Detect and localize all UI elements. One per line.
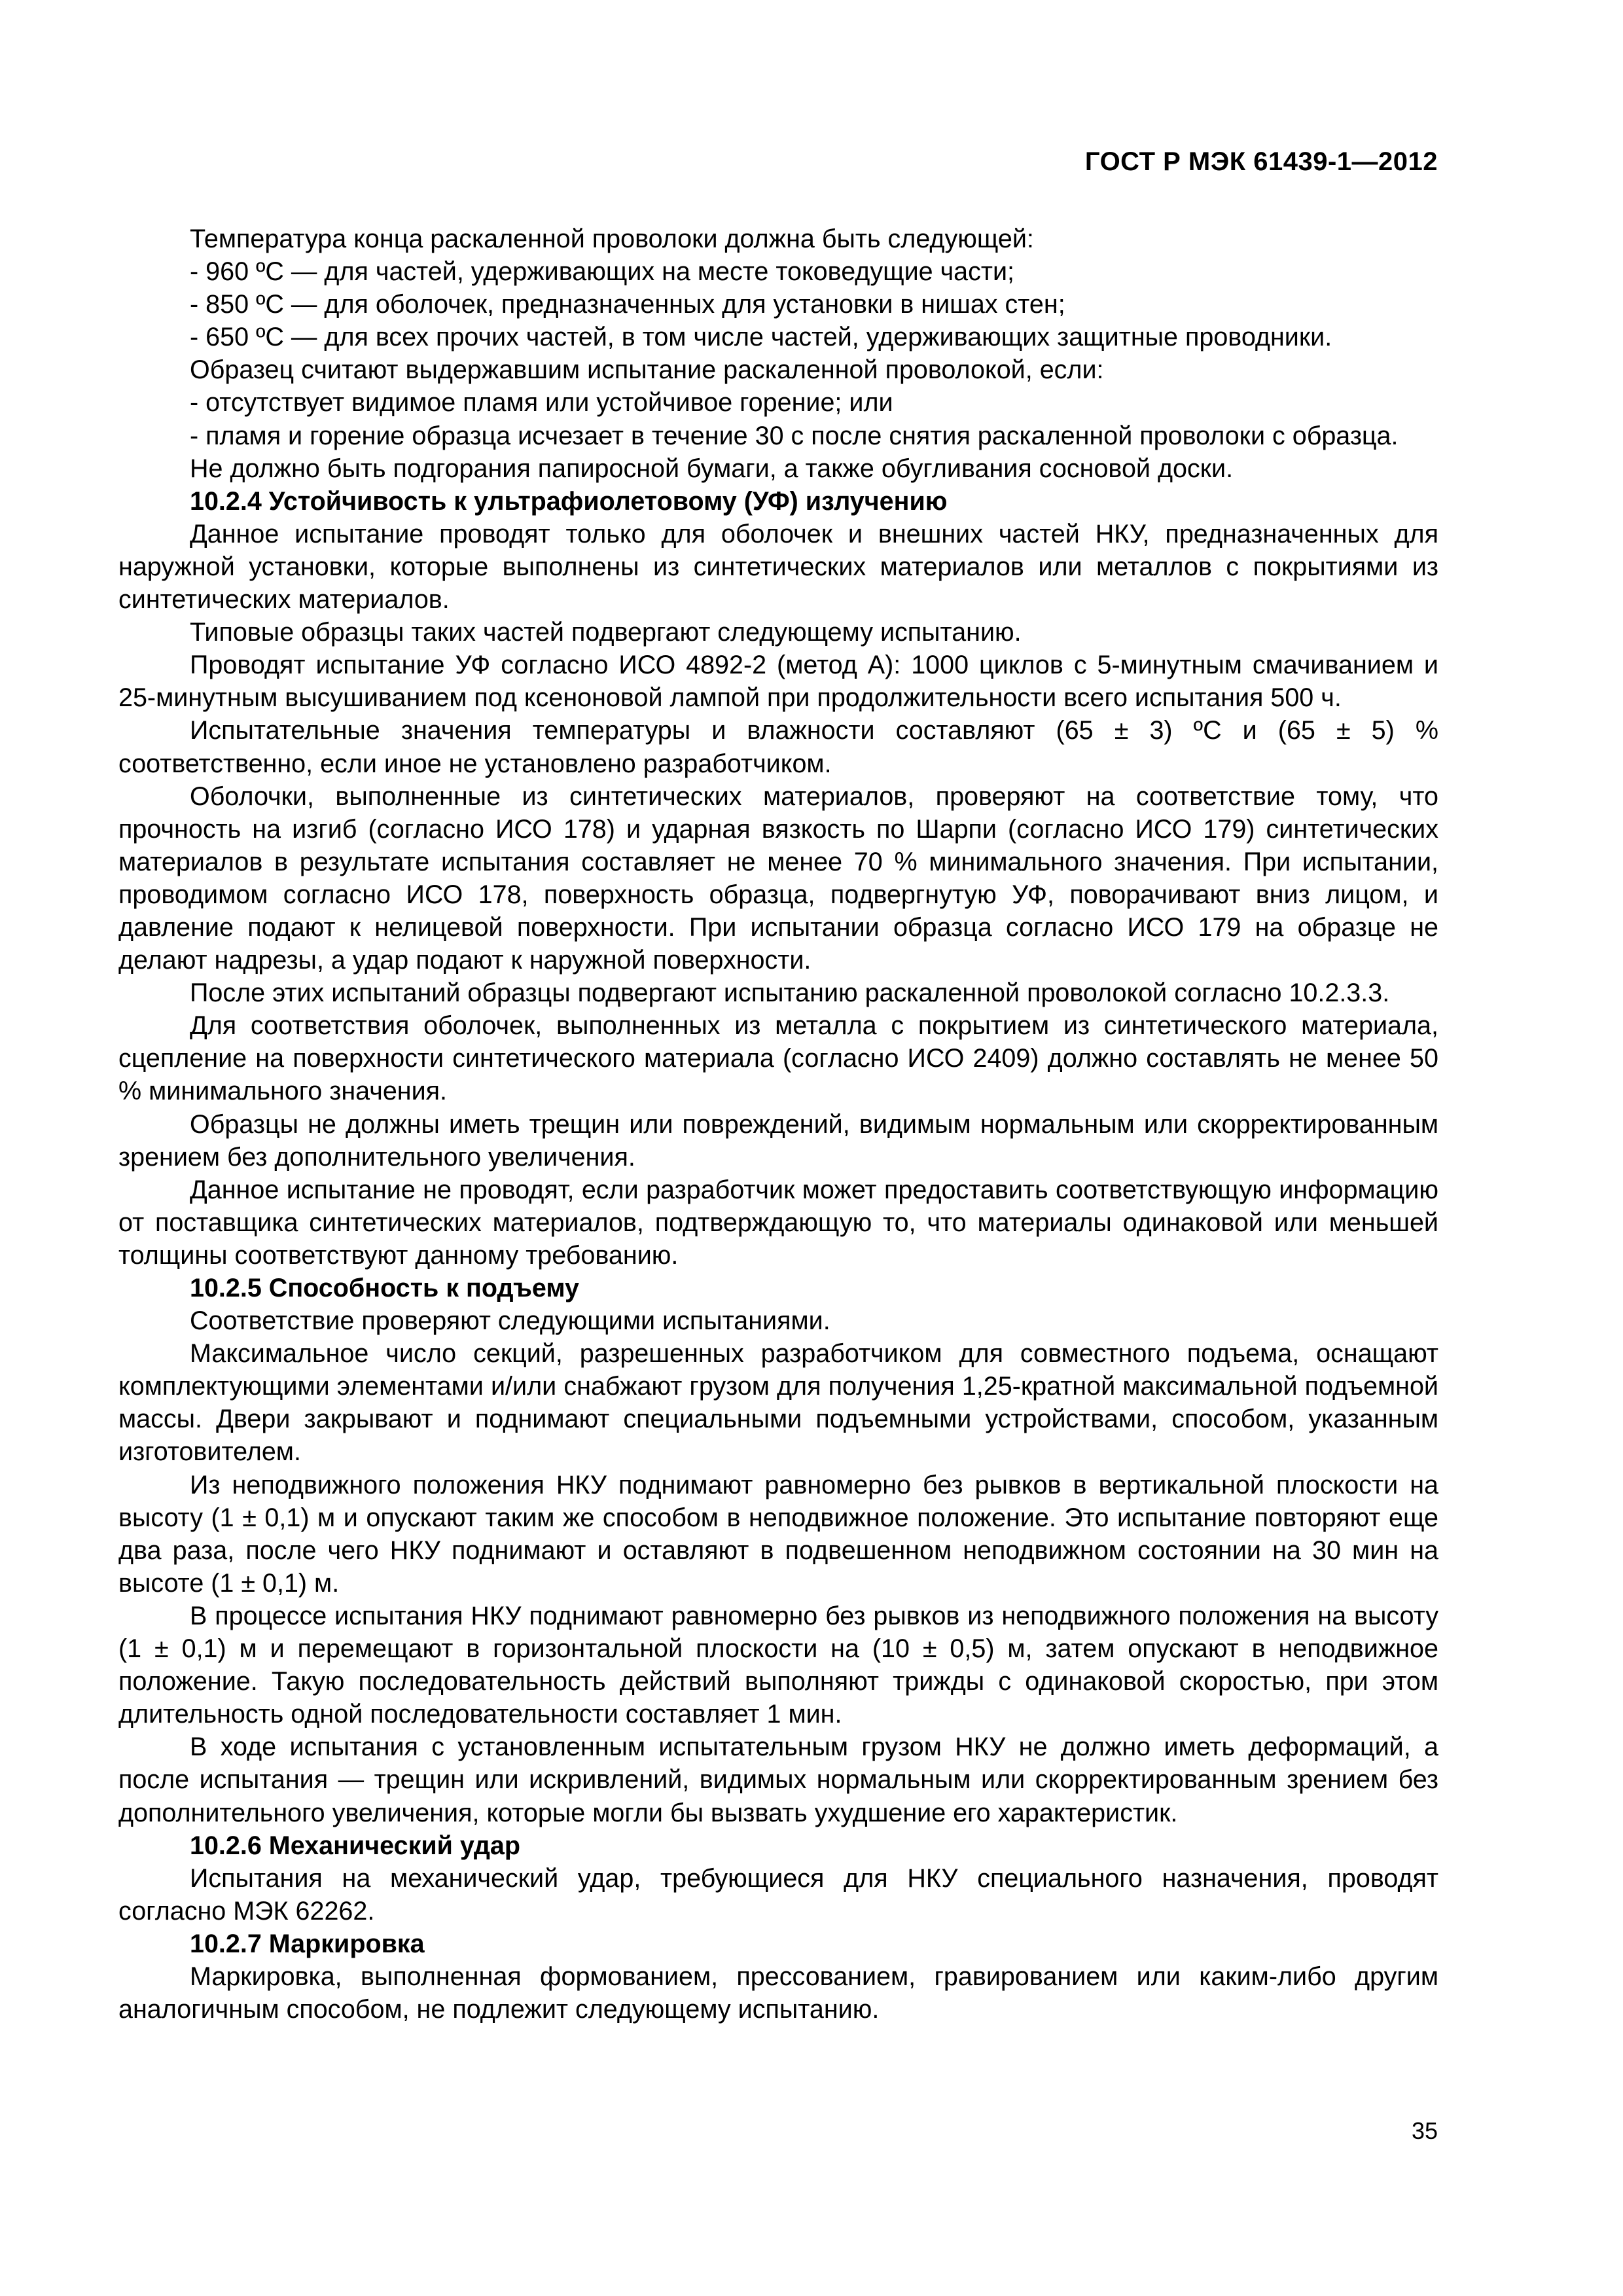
paragraph: Не должно быть подгорания папиросной бумаги, а также обугливания сосновой доски.	[190, 454, 1234, 483]
paragraph: Испытательные значения температуры и влажности составляют (65 ± 3) ºC и (65 ± 5) % соответственно, если иное не установлено разработчиком.	[118, 716, 1438, 778]
paragraph: Данное испытание проводят только для оболочек и внешних частей НКУ, предназначенных для наружной установки, которые выполнены из синтетических материалов или металлов с покрытиями из синтетических материалов.	[118, 519, 1438, 615]
section-heading: 10.2.4 Устойчивость к ультрафиолетовому (УФ) излучению	[190, 486, 948, 516]
paragraph: Из неподвижного положения НКУ поднимают равномерно без рывков в вертикальной плоскости на высоту (1 ± 0,1) м и опускают таким же способом в неподвижное положение. Это испытание повторяют еще два раза, после чего НКУ поднимают и оставляют в подвешенном неподвижном состоянии на 30 мин на высоте (1 ± 0,1) м.	[118, 1470, 1438, 1598]
list-item: - 650 ºC — для всех прочих частей, в том числе частей, удерживающих защитные проводники.	[190, 323, 1332, 352]
paragraph: В ходе испытания с установленным испытательным грузом НКУ не должно иметь деформаций, а после испытания — трещин или искривлений, видимых нормальным или скорректированным зрением без дополнительного увеличения, которые могли бы вызвать ухудшение его характеристик.	[118, 1732, 1438, 1827]
paragraph: Образцы не должны иметь трещин или повреждений, видимым нормальным или скорректированным зрением без дополнительного увеличения.	[118, 1109, 1438, 1172]
list-item: - 960 ºC — для частей, удерживающих на месте токоведущие части;	[190, 257, 1015, 287]
paragraph: Оболочки, выполненные из синтетических материалов, проверяют на соответствие тому, что прочность на изгиб (согласно ИСО 178) и ударная вязкость по Шарпи (согласно ИСО 179) синтетических материалов в результате испытания составляет не менее 70 % минимального значения. При испытании, проводимом согласно ИСО 178, поверхность образца, подвергнутую УФ, поворачивают вниз лицом, и давление подают к нелицевой поверхности. При испытании образца согласно ИСО 179 на образце не делают надрезы, а удар подают к наружной поверхности.	[118, 781, 1438, 975]
paragraph: Типовые образцы таких частей подвергают следующему испытанию.	[190, 618, 1022, 647]
list-item: - 850 ºC — для оболочек, предназначенных для установки в нишах стен;	[190, 290, 1065, 319]
paragraph: Маркировка, выполненная формованием, прессованием, гравированием или каким-либо другим аналогичным способом, не подлежит следующему испытанию.	[118, 1962, 1438, 2024]
section-heading: 10.2.6 Механический удар	[190, 1831, 521, 1860]
section-heading: 10.2.7 Маркировка	[190, 1929, 425, 1958]
paragraph: Максимальное число секций, разрешенных разработчиком для совместного подъема, оснащают комплектующими элементами и/или снабжают грузом для получения 1,25-кратной максимальной подъемной массы. Двери закрывают и поднимают специальными подъемными устройствами, способом, указанным изготовителем.	[118, 1339, 1438, 1467]
paragraph: Температура конца раскаленной проволоки должна быть следующей:	[190, 224, 1034, 253]
paragraph: Соответствие проверяют следующими испытаниями.	[190, 1306, 830, 1336]
paragraph: Образец считают выдержавшим испытание раскаленной проволокой, если:	[190, 355, 1104, 385]
paragraph: Данное испытание не проводят, если разработчик может предоставить соответствующую информацию от поставщика синтетических материалов, подтверждающую то, что материалы одинаковой или меньшей толщины соответствуют данному требованию.	[118, 1175, 1438, 1270]
paragraph: Проводят испытание УФ согласно ИСО 4892-2 (метод А): 1000 циклов с 5-минутным смачиванием и 25-минутным высушиванием под ксеноновой лампой при продолжительности всего испытания 500 ч.	[118, 651, 1438, 713]
paragraph: В процессе испытания НКУ поднимают равномерно без рывков из неподвижного положения на высоту (1 ± 0,1) м и перемещают в горизонтальной плоскости на (10 ± 0,5) м, затем опускают в неподвижное положение. Такую последовательность действий выполняют трижды с одинаковой скоростью, при этом длительность одной последовательности составляет 1 мин.	[118, 1601, 1438, 1729]
section-heading: 10.2.5 Способность к подъему	[190, 1274, 579, 1302]
paragraph: Для соответствия оболочек, выполненных из металла с покрытием из синтетического материала, сцепление на поверхности синтетического материала (согласно ИСО 2409) должно составлять не менее 50 % минимального значения.	[118, 1011, 1438, 1106]
paragraph: После этих испытаний образцы подвергают испытанию раскаленной проволокой согласно 10.2.3.3.	[190, 978, 1390, 1008]
list-item: - пламя и горение образца исчезает в течение 30 с после снятия раскаленной проволоки с образца.	[190, 421, 1399, 450]
paragraph: Испытания на механический удар, требующиеся для НКУ специального назначения, проводят согласно МЭК 62262.	[118, 1863, 1438, 1926]
list-item: - отсутствует видимое пламя или устойчивое горение; или	[190, 388, 893, 418]
document-code-header: ГОСТ Р МЭК 61439-1—2012	[1084, 147, 1438, 176]
body-text	[118, 223, 1438, 2026]
page-number: 35	[1411, 2117, 1438, 2144]
